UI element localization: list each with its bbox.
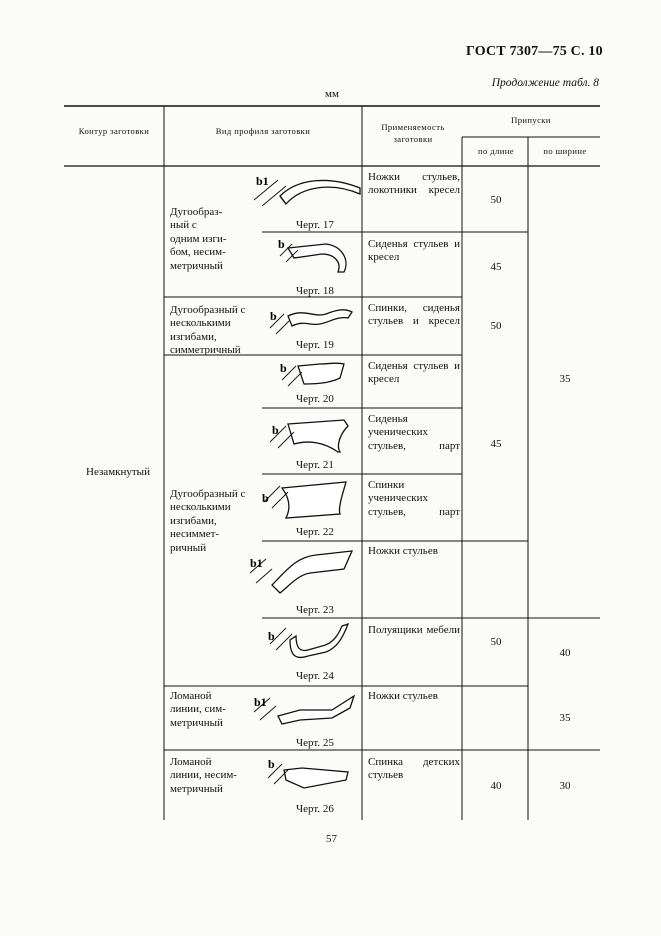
length-value: 40 bbox=[490, 780, 502, 792]
dimension-label: b1 bbox=[256, 174, 269, 188]
usage-cell: Полуящики мебели bbox=[368, 624, 460, 636]
usage-cell: Сиденья ученических стульев, парт bbox=[368, 413, 460, 452]
unit-label: мм bbox=[325, 88, 339, 100]
seat-curve-narrow-icon bbox=[274, 358, 354, 392]
drawing-caption: Черт. 19 bbox=[296, 339, 334, 351]
continuation-label: Продолжение табл. 8 bbox=[491, 77, 599, 89]
drawer-curve-board-icon bbox=[262, 622, 352, 668]
standard-header: ГОСТ 7307—75 С. 10 bbox=[466, 44, 603, 59]
profile-group-label: Ломаной линии, сим- метричный bbox=[170, 690, 226, 729]
drawing-caption: Черт. 25 bbox=[296, 737, 334, 749]
drawing-caption: Черт. 20 bbox=[296, 393, 334, 405]
drawing-caption: Черт. 26 bbox=[296, 803, 334, 815]
leg-curve-board-icon bbox=[246, 545, 358, 595]
dimension-label: b1 bbox=[254, 695, 267, 709]
dimension-label: b bbox=[270, 309, 277, 323]
length-value: 50 bbox=[490, 194, 502, 206]
drawing-caption: Черт. 17 bbox=[296, 219, 334, 231]
col-header-allowances: Припуски bbox=[511, 115, 551, 125]
width-value: 35 bbox=[559, 373, 571, 385]
width-value: 35 bbox=[559, 712, 571, 724]
profile-group-label: Дугообраз- ный с одним изги- бом, несим- метричный bbox=[170, 206, 227, 272]
drawing-caption: Черт. 22 bbox=[296, 526, 334, 538]
broken-line-symmetric-icon bbox=[250, 690, 358, 730]
profile-group-label: Ломаной линии, несим- метричный bbox=[170, 756, 237, 795]
drawing-caption: Черт. 21 bbox=[296, 459, 334, 471]
dimension-label: b bbox=[268, 629, 275, 643]
usage-cell: Ножки стульев, локотники кресел bbox=[368, 171, 460, 197]
usage-cell: Ножки стульев bbox=[368, 690, 438, 702]
page-number: 57 bbox=[326, 833, 337, 845]
drawing-caption: Черт. 18 bbox=[296, 285, 334, 297]
profile-group-label: Дугообразный с несколькими изгибами, несиммет- ричный bbox=[170, 488, 246, 554]
usage-cell: Ножки стульев bbox=[368, 545, 438, 557]
wave-symmetric-board-icon bbox=[264, 302, 358, 342]
width-value: 40 bbox=[559, 647, 571, 659]
dimension-label: b bbox=[278, 237, 285, 251]
contour-value: Незамкнутый bbox=[86, 466, 150, 478]
profile-group-label: Дугообразный с несколькими изгибами, симметричный bbox=[170, 304, 246, 357]
usage-cell: Сиденья стульев и кресел bbox=[368, 360, 460, 386]
dimension-label: b bbox=[280, 361, 287, 375]
col-header-contour: Контур заготовки bbox=[78, 126, 150, 136]
col-header-usage: Применяемость заготовки bbox=[381, 122, 445, 144]
dimension-label: b1 bbox=[250, 556, 263, 570]
dimension-label: b bbox=[272, 423, 279, 437]
dimension-label: b bbox=[262, 491, 269, 505]
col-header-profile: Вид профиля заготовки bbox=[215, 126, 311, 136]
length-value: 50 bbox=[490, 636, 502, 648]
back-curve-board-icon bbox=[258, 478, 358, 522]
arc-single-bend-narrow-icon bbox=[272, 234, 352, 280]
drawing-caption: Черт. 23 bbox=[296, 604, 334, 616]
drawing-caption: Черт. 24 bbox=[296, 670, 334, 682]
col-header-by-width: по ширине bbox=[543, 146, 587, 156]
usage-cell: Спинка детских стульев bbox=[368, 756, 460, 782]
usage-cell: Спинки, сиденья стульев и кресел bbox=[368, 302, 460, 328]
arc-single-bend-board-icon bbox=[250, 170, 362, 216]
length-value: 50 bbox=[490, 320, 502, 332]
col-header-by-length: по длине bbox=[478, 146, 514, 156]
usage-cell: Спинки ученических стульев, парт bbox=[368, 479, 460, 518]
length-value: 45 bbox=[490, 438, 502, 450]
broken-line-asymmetric-icon bbox=[262, 756, 354, 794]
dimension-label: b bbox=[268, 757, 275, 771]
length-value: 45 bbox=[490, 261, 502, 273]
seat-curve-board-icon bbox=[264, 412, 356, 456]
width-value: 30 bbox=[559, 780, 571, 792]
usage-cell: Сиденья стульев и кресел bbox=[368, 238, 460, 264]
